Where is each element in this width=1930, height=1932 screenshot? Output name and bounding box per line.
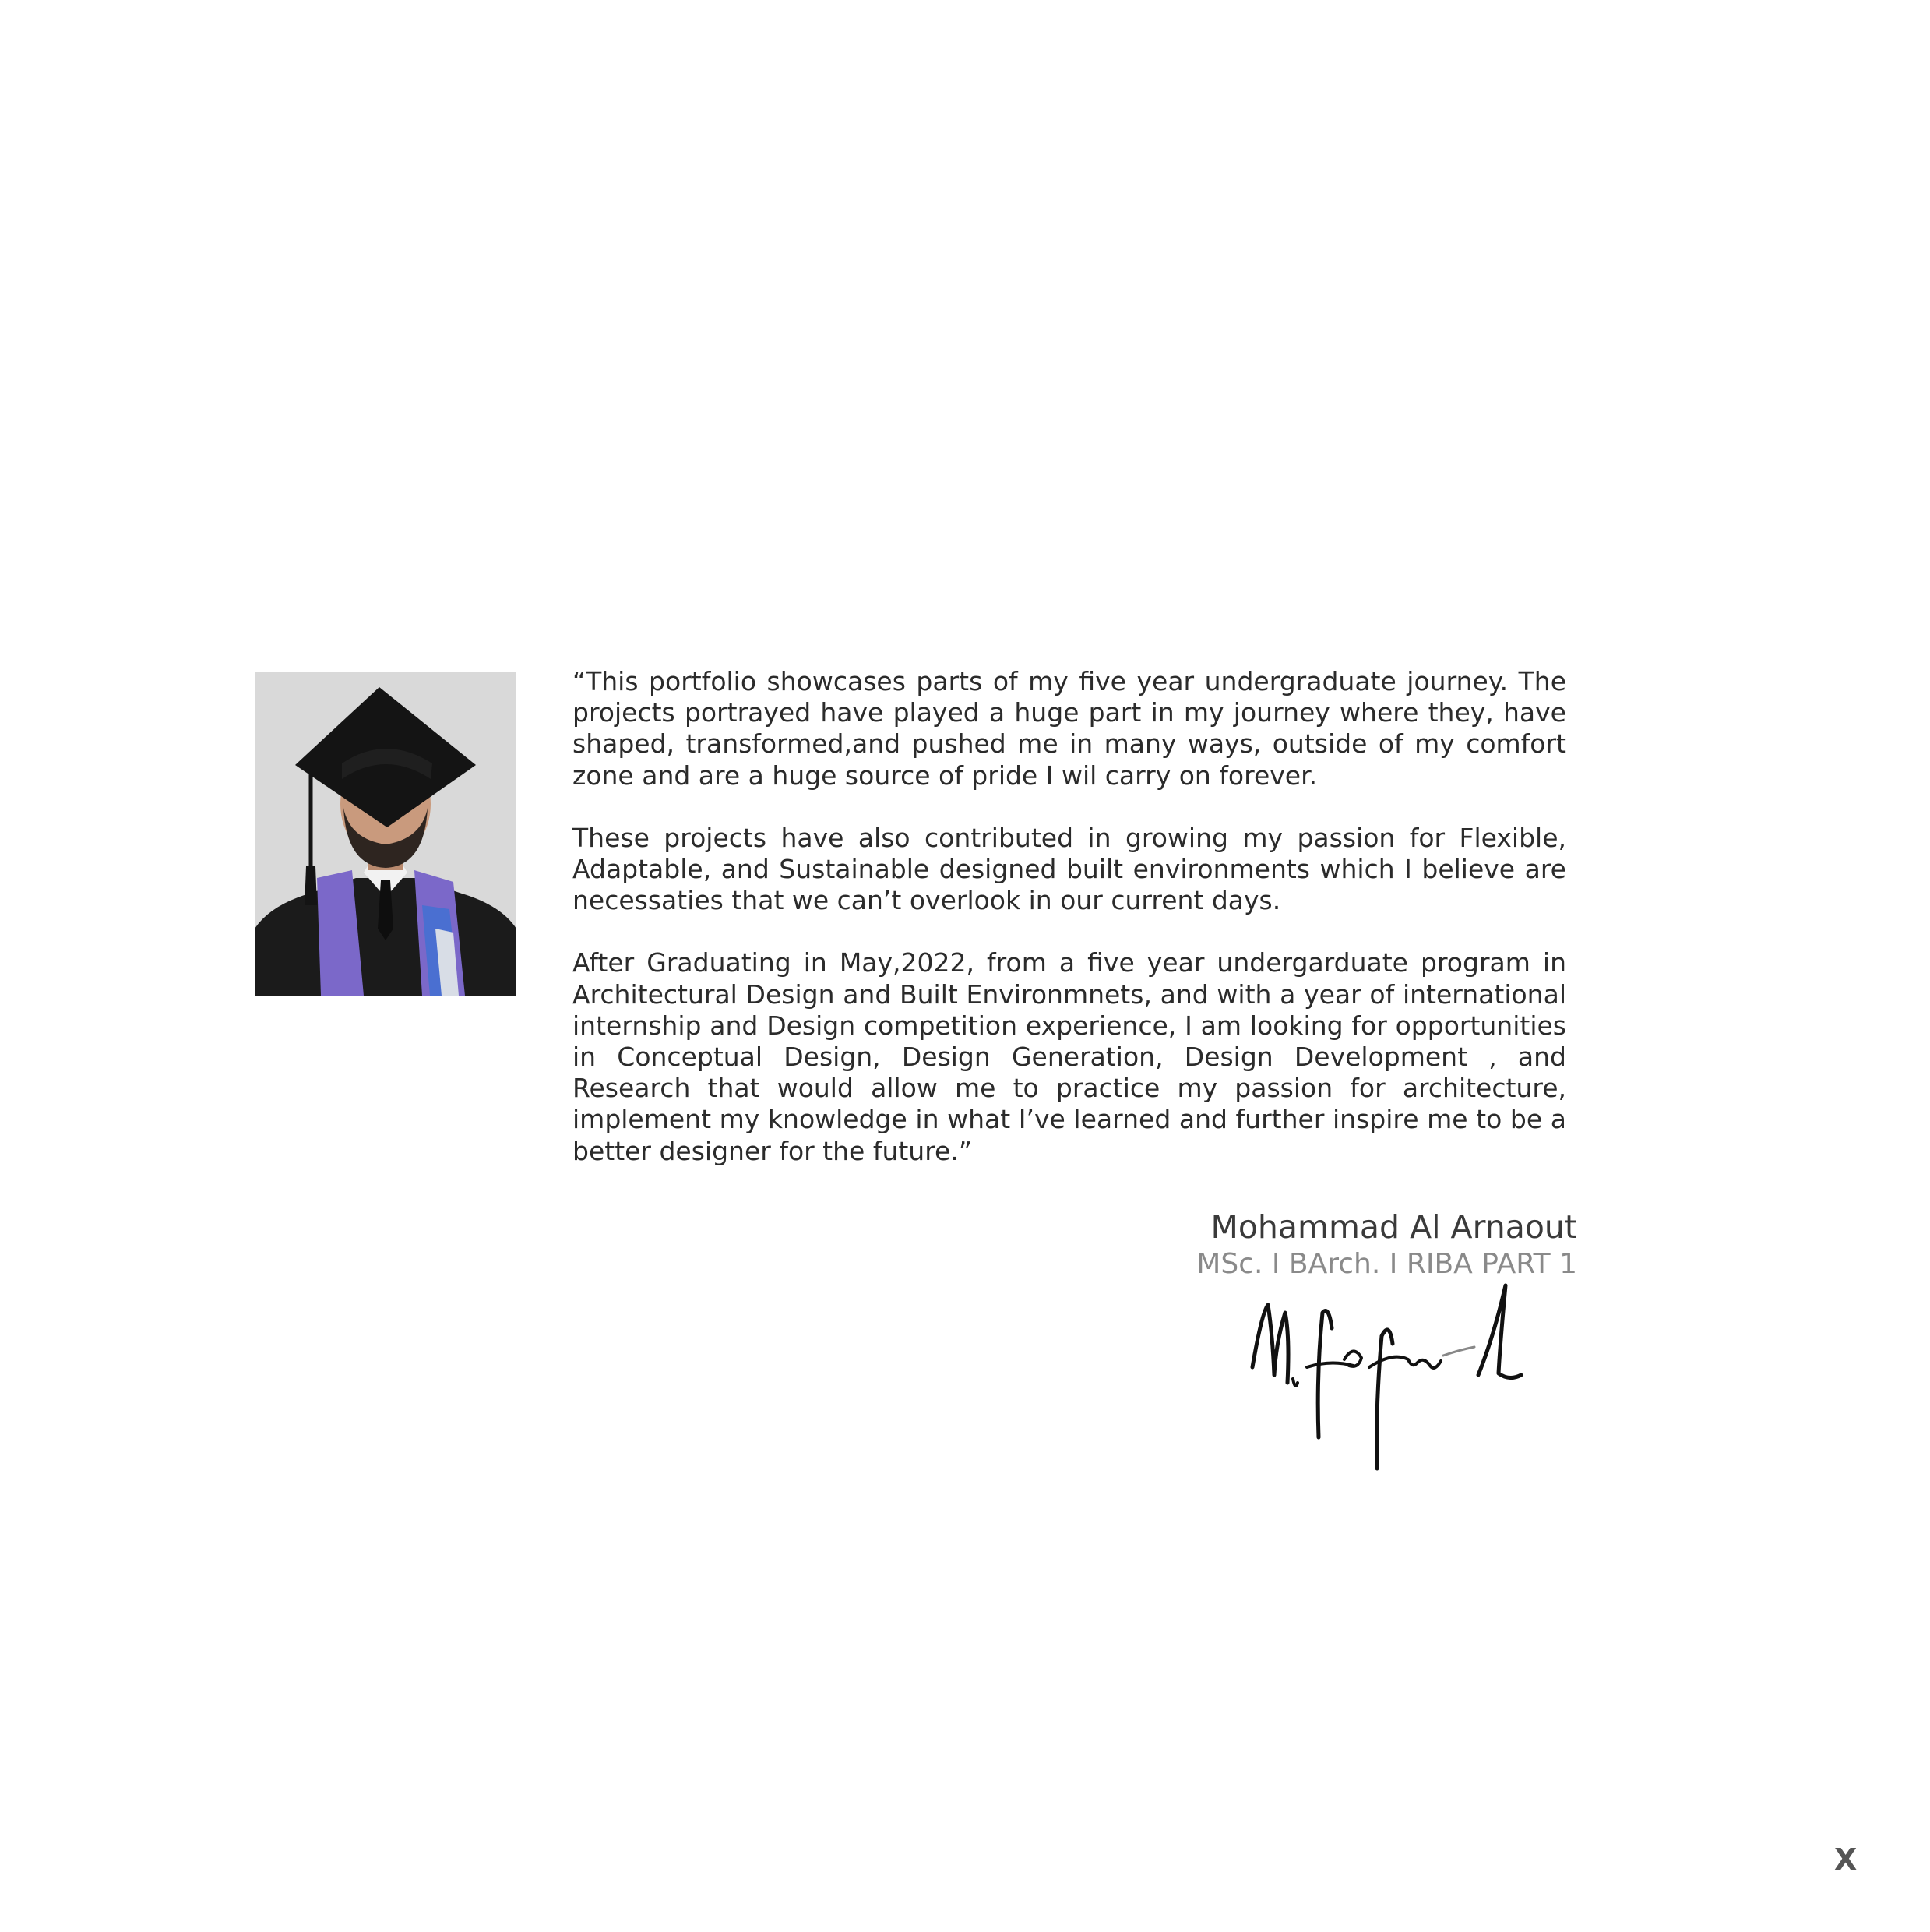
statement-paragraph: After Graduating in May,2022, from a five year undergarduate program in Architectural Design and Built Environmnets, and with a year of international internship and Design competition experience, I am looking for opportunities in Conceptual Design, Design Generation, Design Development , and Research that would allow me to practice my passion for architecture, implement my knowledge in what I’ve learned and further inspire me to be a better designer for the future.” xyxy=(572,947,1566,1166)
author-name: Mohammad Al Arnaout xyxy=(1210,1208,1577,1246)
statement-paragraph: These projects have also contributed in growing my passion for Flexible, Adaptable, and Sustainable designed built environments which I believe are necessaties that we can’t overlook in our current days. xyxy=(572,822,1566,916)
signature-icon xyxy=(1245,1282,1529,1476)
statement-paragraph: “This portfolio showcases parts of my five year undergraduate journey. The projects portrayed have played a huge part in my journey where they, have shaped, transformed,and pushed me in many ways, outside of my comfort zone and are a huge source of pride I wil carry on forever. xyxy=(572,666,1566,791)
graduate-portrait-icon xyxy=(255,672,516,996)
portfolio-statement xyxy=(572,666,1566,1167)
author-portrait xyxy=(255,672,516,996)
close-icon[interactable]: X xyxy=(1834,1842,1858,1877)
author-credentials: MSc. I BArch. I RIBA PART 1 xyxy=(1196,1248,1577,1280)
author-signoff xyxy=(1106,1208,1577,1282)
